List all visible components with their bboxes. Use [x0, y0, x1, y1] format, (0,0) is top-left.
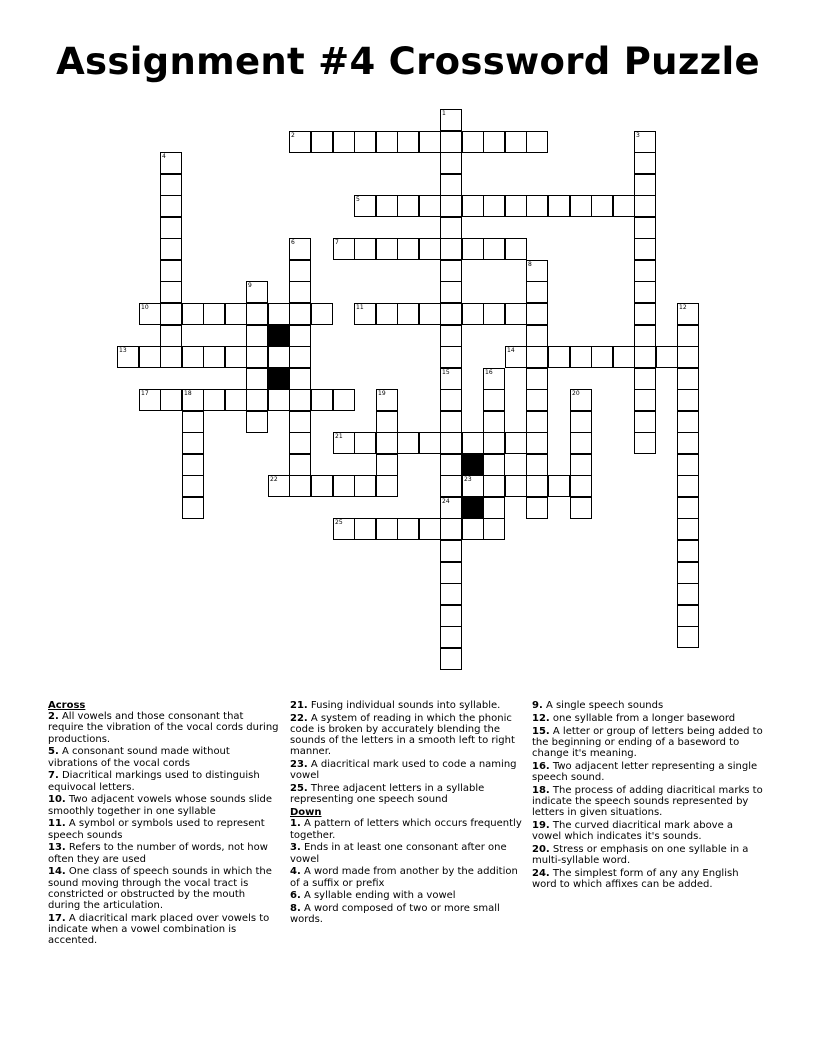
- grid-cell[interactable]: [526, 497, 548, 519]
- grid-cell[interactable]: [311, 475, 333, 497]
- clues-column-1: [48, 700, 280, 948]
- black-cell: [462, 497, 484, 519]
- grid-cell[interactable]: [397, 518, 419, 540]
- black-cell: [462, 454, 484, 476]
- clue-number: 15: [442, 369, 450, 376]
- grid-cell[interactable]: [634, 131, 656, 153]
- grid-cell[interactable]: [268, 475, 290, 497]
- grid-cell[interactable]: [289, 260, 311, 282]
- grid-cell[interactable]: [677, 605, 699, 627]
- grid-cell[interactable]: [160, 389, 182, 411]
- grid-cell[interactable]: [333, 131, 355, 153]
- grid-cell[interactable]: [225, 303, 247, 325]
- grid-cell[interactable]: [548, 346, 570, 368]
- grid-cell[interactable]: [440, 562, 462, 584]
- down-heading: Down: [290, 807, 322, 819]
- grid-cell[interactable]: [160, 325, 182, 347]
- grid-cell[interactable]: [376, 303, 398, 325]
- grid-cell[interactable]: [677, 540, 699, 562]
- clue-number: 3: [636, 132, 640, 139]
- grid-cell[interactable]: [677, 411, 699, 433]
- clue-number: 22: [270, 476, 278, 483]
- across-clue: 23. A diacritical mark used to code a naming vowel: [290, 759, 517, 782]
- grid-cell[interactable]: [354, 475, 376, 497]
- grid-cell[interactable]: [289, 432, 311, 454]
- grid-cell[interactable]: [505, 303, 527, 325]
- grid-cell[interactable]: [419, 238, 441, 260]
- grid-cell[interactable]: [397, 303, 419, 325]
- grid-cell[interactable]: [440, 497, 462, 519]
- grid-cell[interactable]: [634, 260, 656, 282]
- grid-cell[interactable]: [440, 346, 462, 368]
- grid-cell[interactable]: [483, 238, 505, 260]
- grid-cell[interactable]: [354, 131, 376, 153]
- clue-number: 21: [335, 433, 343, 440]
- grid-cell[interactable]: [483, 497, 505, 519]
- across-clue: 17. A diacritical mark placed over vowels to indicate when a vowel combination is accented.: [48, 912, 270, 947]
- grid-cell[interactable]: [462, 195, 484, 217]
- grid-cell[interactable]: [440, 217, 462, 239]
- clue-number: 17: [141, 390, 149, 397]
- clue-number: 11: [356, 304, 364, 311]
- grid-cell[interactable]: [634, 174, 656, 196]
- grid-cell[interactable]: [354, 303, 376, 325]
- grid-cell[interactable]: [160, 238, 182, 260]
- grid-cell[interactable]: [483, 518, 505, 540]
- grid-cell[interactable]: [548, 195, 570, 217]
- grid-cell[interactable]: [526, 131, 548, 153]
- grid-cell[interactable]: [376, 432, 398, 454]
- across-clue: 22. A system of reading in which the phonic code is broken by accurately blending the sounds of the letters in a smooth left to right manner.: [290, 712, 515, 758]
- down-clue: 12. one syllable from a longer baseword: [532, 712, 736, 724]
- grid-cell[interactable]: [677, 583, 699, 605]
- across-clue: 2. All vowels and those consonant that require the vibration of the vocal cords during productions.: [48, 711, 279, 745]
- grid-cell[interactable]: [419, 518, 441, 540]
- grid-cell[interactable]: [570, 432, 592, 454]
- down-clue: 9. A single speech sounds: [532, 700, 664, 711]
- grid-cell[interactable]: [182, 411, 204, 433]
- grid-cell[interactable]: [483, 411, 505, 433]
- grid-cell[interactable]: [483, 368, 505, 390]
- grid-cell[interactable]: [246, 303, 268, 325]
- grid-cell[interactable]: [311, 303, 333, 325]
- grid-cell[interactable]: [634, 368, 656, 390]
- grid-cell[interactable]: [289, 303, 311, 325]
- grid-cell[interactable]: [246, 325, 268, 347]
- grid-cell[interactable]: [440, 195, 462, 217]
- grid-cell[interactable]: [677, 303, 699, 325]
- across-clue: 11. A symbol or symbols used to represent speech sounds: [48, 818, 265, 841]
- grid-cell[interactable]: [419, 195, 441, 217]
- grid-cell[interactable]: [246, 411, 268, 433]
- grid-cell[interactable]: [440, 411, 462, 433]
- grid-cell[interactable]: [570, 454, 592, 476]
- grid-cell[interactable]: [225, 389, 247, 411]
- grid-cell[interactable]: [246, 346, 268, 368]
- down-clue: 8. A word composed of two or more small words.: [290, 903, 500, 926]
- grid-cell[interactable]: [376, 389, 398, 411]
- down-clue: 19. The curved diacritical mark above a vowel which indicates it's sounds.: [532, 820, 734, 843]
- grid-cell[interactable]: [677, 475, 699, 497]
- grid-cell[interactable]: [634, 411, 656, 433]
- grid-cell[interactable]: [376, 454, 398, 476]
- grid-cell[interactable]: [333, 432, 355, 454]
- grid-cell[interactable]: [376, 475, 398, 497]
- grid-cell[interactable]: [203, 303, 225, 325]
- grid-cell[interactable]: [526, 260, 548, 282]
- clue-number: 4: [162, 153, 166, 160]
- grid-cell[interactable]: [526, 475, 548, 497]
- grid-cell[interactable]: [268, 346, 290, 368]
- clue-number: 14: [507, 347, 515, 354]
- grid-cell[interactable]: [570, 195, 592, 217]
- across-clue: 10. Two adjacent vowels whose sounds slide smoothly together in one syllable: [48, 794, 273, 817]
- grid-cell[interactable]: [634, 195, 656, 217]
- across-clue: 5. A consonant sound made without vibrations of the vocal cords: [48, 746, 230, 769]
- grid-cell[interactable]: [419, 303, 441, 325]
- grid-cell[interactable]: [440, 518, 462, 540]
- grid-cell[interactable]: [526, 281, 548, 303]
- down-clue: 15. A letter or group of letters being added to the beginning or ending of a baseword to change it's meaning.: [532, 725, 763, 759]
- grid-cell[interactable]: [419, 131, 441, 153]
- clue-number: 9: [248, 282, 252, 289]
- clues-column-3: [532, 700, 764, 892]
- grid-cell[interactable]: [505, 475, 527, 497]
- grid-cell[interactable]: [289, 346, 311, 368]
- grid-cell[interactable]: [139, 389, 161, 411]
- black-cell: [268, 368, 290, 390]
- grid-cell[interactable]: [376, 411, 398, 433]
- grid-cell[interactable]: [440, 432, 462, 454]
- grid-cell[interactable]: [483, 454, 505, 476]
- grid-cell[interactable]: [677, 368, 699, 390]
- clue-number: 19: [378, 390, 386, 397]
- page-title: Assignment #4 Crossword Puzzle: [56, 40, 760, 83]
- clue-number: 20: [572, 390, 580, 397]
- clue-number: 10: [141, 304, 149, 311]
- grid-cell[interactable]: [225, 346, 247, 368]
- grid-cell[interactable]: [268, 389, 290, 411]
- grid-cell[interactable]: [634, 346, 656, 368]
- grid-cell[interactable]: [548, 475, 570, 497]
- grid-cell[interactable]: [160, 217, 182, 239]
- grid-cell[interactable]: [397, 131, 419, 153]
- grid-cell[interactable]: [419, 432, 441, 454]
- down-clue: 3. Ends in at least one consonant after one vowel: [290, 842, 507, 865]
- grid-cell[interactable]: [376, 131, 398, 153]
- grid-cell[interactable]: [203, 346, 225, 368]
- across-clue: 25. Three adjacent letters in a syllable representing one speech sound: [290, 783, 485, 806]
- grid-cell[interactable]: [634, 152, 656, 174]
- black-cell: [268, 325, 290, 347]
- down-clue: 4. A word made from another by the addition of a suffix or prefix: [290, 866, 518, 889]
- grid-cell[interactable]: [570, 346, 592, 368]
- clue-number: 25: [335, 519, 343, 526]
- down-clue: 16. Two adjacent letter representing a single speech sound.: [532, 760, 758, 783]
- grid-cell[interactable]: [677, 346, 699, 368]
- grid-cell[interactable]: [505, 131, 527, 153]
- grid-cell[interactable]: [634, 303, 656, 325]
- clue-number: 18: [184, 390, 192, 397]
- grid-cell[interactable]: [440, 454, 462, 476]
- grid-cell[interactable]: [440, 131, 462, 153]
- clue-number: 7: [335, 239, 339, 246]
- clue-number: 12: [679, 304, 687, 311]
- grid-cell[interactable]: [634, 325, 656, 347]
- grid-cell[interactable]: [440, 325, 462, 347]
- grid-cell[interactable]: [289, 325, 311, 347]
- grid-cell[interactable]: [634, 389, 656, 411]
- grid-cell[interactable]: [483, 131, 505, 153]
- grid-cell[interactable]: [483, 432, 505, 454]
- grid-cell[interactable]: [182, 432, 204, 454]
- grid-cell[interactable]: [289, 238, 311, 260]
- grid-cell[interactable]: [526, 454, 548, 476]
- grid-cell[interactable]: [526, 303, 548, 325]
- clue-number: 13: [119, 347, 127, 354]
- grid-cell[interactable]: [483, 195, 505, 217]
- grid-cell[interactable]: [526, 389, 548, 411]
- grid-cell[interactable]: [591, 195, 613, 217]
- grid-cell[interactable]: [526, 368, 548, 390]
- grid-cell[interactable]: [440, 583, 462, 605]
- clue-number: 5: [356, 196, 360, 203]
- grid-cell[interactable]: [182, 389, 204, 411]
- grid-cell[interactable]: [505, 238, 527, 260]
- grid-cell[interactable]: [570, 389, 592, 411]
- grid-cell[interactable]: [677, 518, 699, 540]
- grid-cell[interactable]: [139, 303, 161, 325]
- down-clue: 24. The simplest form of any any English word to which affixes can be added.: [532, 868, 739, 891]
- grid-cell[interactable]: [483, 389, 505, 411]
- grid-cell[interactable]: [462, 303, 484, 325]
- grid-cell[interactable]: [440, 109, 462, 131]
- grid-cell[interactable]: [613, 195, 635, 217]
- grid-cell[interactable]: [333, 238, 355, 260]
- grid-cell[interactable]: [440, 368, 462, 390]
- grid-cell[interactable]: [505, 432, 527, 454]
- across-clue: 14. One class of speech sounds in which the sound moving through the vocal tract is constricted or obstructed by the mouth during the articulation.: [48, 866, 272, 912]
- down-clue: 20. Stress or emphasis on one syllable in a multi-syllable word.: [532, 844, 749, 867]
- grid-cell[interactable]: [677, 562, 699, 584]
- grid-cell[interactable]: [677, 325, 699, 347]
- clue-number: 24: [442, 498, 450, 505]
- clue-number: 6: [291, 239, 295, 246]
- grid-cell[interactable]: [677, 497, 699, 519]
- grid-cell[interactable]: [397, 238, 419, 260]
- clue-number: 2: [291, 132, 295, 139]
- grid-cell[interactable]: [634, 238, 656, 260]
- grid-cell[interactable]: [570, 411, 592, 433]
- clue-number: 23: [464, 476, 472, 483]
- grid-cell[interactable]: [440, 605, 462, 627]
- grid-cell[interactable]: [397, 432, 419, 454]
- across-clue: 7. Diacritical markings used to distinguish equivocal letters.: [48, 770, 260, 793]
- grid-cell[interactable]: [203, 389, 225, 411]
- grid-cell[interactable]: [182, 303, 204, 325]
- grid-cell[interactable]: [440, 626, 462, 648]
- across-heading: Across: [48, 700, 86, 711]
- grid-cell[interactable]: [570, 475, 592, 497]
- grid-cell[interactable]: [289, 411, 311, 433]
- grid-cell[interactable]: [570, 497, 592, 519]
- grid-cell[interactable]: [354, 432, 376, 454]
- grid-cell[interactable]: [160, 195, 182, 217]
- grid-cell[interactable]: [462, 475, 484, 497]
- grid-cell[interactable]: [289, 454, 311, 476]
- grid-cell[interactable]: [182, 454, 204, 476]
- grid-cell[interactable]: [289, 281, 311, 303]
- grid-cell[interactable]: [160, 303, 182, 325]
- grid-cell[interactable]: [182, 346, 204, 368]
- grid-cell[interactable]: [268, 303, 290, 325]
- grid-cell[interactable]: [160, 174, 182, 196]
- clues-column-2: [290, 700, 522, 927]
- grid-cell[interactable]: [311, 131, 333, 153]
- grid-cell[interactable]: [677, 389, 699, 411]
- grid-cell[interactable]: [182, 497, 204, 519]
- grid-cell[interactable]: [526, 432, 548, 454]
- grid-cell[interactable]: [440, 174, 462, 196]
- grid-cell[interactable]: [526, 346, 548, 368]
- down-clue: 6. A syllable ending with a vowel: [290, 890, 456, 902]
- grid-cell[interactable]: [462, 238, 484, 260]
- grid-cell[interactable]: [505, 195, 527, 217]
- grid-cell[interactable]: [462, 518, 484, 540]
- grid-cell[interactable]: [634, 217, 656, 239]
- down-clue: 18. The process of adding diacritical marks to indicate the speech sounds represented by letters in given situations.: [532, 784, 763, 819]
- grid-cell[interactable]: [376, 195, 398, 217]
- grid-cell[interactable]: [354, 195, 376, 217]
- grid-cell[interactable]: [376, 518, 398, 540]
- grid-cell[interactable]: [440, 260, 462, 282]
- clue-number: 8: [528, 261, 532, 268]
- grid-cell[interactable]: [440, 303, 462, 325]
- grid-cell[interactable]: [354, 238, 376, 260]
- grid-cell[interactable]: [139, 346, 161, 368]
- grid-cell[interactable]: [333, 389, 355, 411]
- grid-cell[interactable]: [440, 152, 462, 174]
- grid-cell[interactable]: [634, 432, 656, 454]
- grid-cell[interactable]: [246, 368, 268, 390]
- across-clue: 13. Refers to the number of words, not how often they are used: [48, 842, 268, 865]
- clue-number: 16: [485, 369, 493, 376]
- grid-cell[interactable]: [526, 325, 548, 347]
- grid-cell[interactable]: [333, 475, 355, 497]
- grid-cell[interactable]: [462, 131, 484, 153]
- grid-cell[interactable]: [289, 131, 311, 153]
- grid-cell[interactable]: [311, 389, 333, 411]
- grid-cell[interactable]: [333, 518, 355, 540]
- grid-cell[interactable]: [677, 454, 699, 476]
- grid-cell[interactable]: [160, 260, 182, 282]
- grid-cell[interactable]: [677, 432, 699, 454]
- grid-cell[interactable]: [526, 195, 548, 217]
- grid-cell[interactable]: [440, 475, 462, 497]
- grid-cell[interactable]: [591, 346, 613, 368]
- grid-cell[interactable]: [246, 389, 268, 411]
- grid-cell[interactable]: [376, 238, 398, 260]
- grid-cell[interactable]: [246, 281, 268, 303]
- grid-cell[interactable]: [289, 389, 311, 411]
- grid-cell[interactable]: [440, 540, 462, 562]
- grid-cell[interactable]: [526, 411, 548, 433]
- grid-cell[interactable]: [160, 281, 182, 303]
- grid-cell[interactable]: [440, 238, 462, 260]
- grid-cell[interactable]: [440, 281, 462, 303]
- grid-cell[interactable]: [677, 626, 699, 648]
- grid-cell[interactable]: [160, 152, 182, 174]
- grid-cell[interactable]: [354, 518, 376, 540]
- grid-cell[interactable]: [505, 346, 527, 368]
- grid-cell[interactable]: [117, 346, 139, 368]
- grid-cell[interactable]: [483, 303, 505, 325]
- grid-cell[interactable]: [634, 281, 656, 303]
- clue-number: 1: [442, 110, 446, 117]
- grid-cell[interactable]: [182, 475, 204, 497]
- grid-cell[interactable]: [462, 432, 484, 454]
- grid-cell[interactable]: [656, 346, 678, 368]
- grid-cell[interactable]: [440, 389, 462, 411]
- down-clue: 1. A pattern of letters which occurs frequently together.: [290, 818, 522, 841]
- grid-cell[interactable]: [613, 346, 635, 368]
- grid-cell[interactable]: [440, 648, 462, 670]
- grid-cell[interactable]: [289, 475, 311, 497]
- grid-cell[interactable]: [289, 368, 311, 390]
- grid-cell[interactable]: [483, 475, 505, 497]
- grid-cell[interactable]: [160, 346, 182, 368]
- grid-cell[interactable]: [397, 195, 419, 217]
- across-clue: 21. Fusing individual sounds into syllable.: [290, 700, 501, 711]
